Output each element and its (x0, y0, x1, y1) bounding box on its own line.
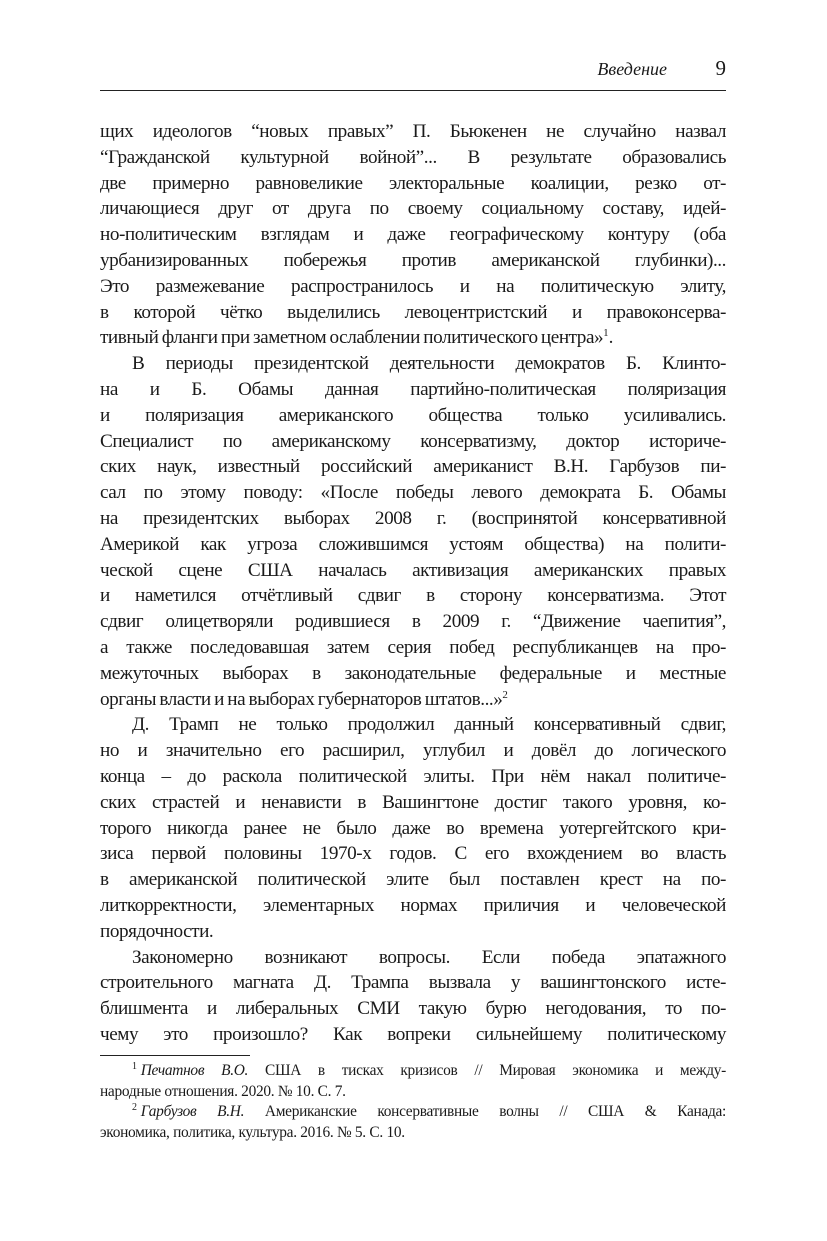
line-text: ских страстей и ненависти в Вашингтоне достиг такого уровня, ко- (100, 791, 726, 813)
footnote (100, 1061, 726, 1102)
text-line (100, 429, 726, 455)
line-text: на и Б. Обамы данная партийно-политическая поляризация (100, 378, 726, 400)
line-text: и наметился отчётливый сдвиг в сторону консерватизма. Этот (100, 585, 726, 607)
page-number: 9 (715, 56, 726, 80)
line-text: а также последовавшая затем серия побед республиканцев на про- (100, 636, 726, 658)
paragraph (100, 712, 726, 944)
text-line (100, 635, 726, 661)
line-text: порядочности. (100, 920, 214, 942)
line-text: Д. Трамп не только продолжил данный консервативный сдвиг, (132, 714, 726, 736)
footnote-ref: 2 (502, 688, 508, 701)
paragraph (100, 945, 726, 1048)
footnote-number: 1 (132, 1061, 137, 1072)
footnote-text: экономика, политика, культура. 2016. № 5. С. 10. (100, 1123, 405, 1141)
text-line (100, 300, 726, 326)
text-line (100, 119, 726, 145)
text-line (100, 893, 726, 919)
text-line (100, 248, 726, 274)
section-title: Введение (597, 59, 667, 79)
line-text: ских наук, известный российский американист В.Н. Гарбузов пи- (100, 456, 726, 478)
text-line (100, 687, 726, 713)
footnote-line (100, 1102, 726, 1123)
line-text: Закономерно возникают вопросы. Если победа эпатажного (132, 946, 726, 968)
footnote-author: Гарбузов В.Н. (140, 1103, 245, 1121)
text-line (100, 454, 726, 480)
footnote-author: Печатнов В.О. (140, 1062, 249, 1079)
paragraph (100, 351, 726, 712)
line-text: межуточных выборах в законодательные федеральные и местные (100, 662, 726, 684)
text-line (100, 841, 726, 867)
footnotes (100, 1061, 726, 1143)
footnote-number: 2 (132, 1102, 137, 1114)
footnote-text: Американские консервативные волны // США & Канада: (264, 1103, 727, 1121)
line-text: тивный фланги при заметном ослаблении политического центра» (100, 327, 604, 349)
text-line (100, 171, 726, 197)
line-text: ческой сцене США началась активизация американских правых (100, 559, 726, 581)
text-line (100, 945, 726, 971)
text-line (100, 145, 726, 171)
line-text: но-политическим взглядам и даже географическому контуру (оба (100, 224, 726, 246)
line-text: конца – до раскола политической элиты. При нём накал политиче- (100, 765, 726, 787)
footnote-line (100, 1082, 726, 1103)
line-tail: . (608, 327, 614, 349)
line-text: сал по этому поводу: «После победы левого демократа Б. Обамы (100, 482, 726, 504)
text-line (100, 196, 726, 222)
line-text: две примерно равновеликие электоральные коалиции, резко от- (100, 172, 726, 194)
line-text: торого никогда ранее не было даже во времена уотергейтского кри- (100, 817, 726, 839)
footnote-text: США в тисках кризисов // Мировая экономика и между- (265, 1062, 726, 1079)
running-header (100, 56, 726, 91)
footnote-text: народные отношения. 2020. № 10. С. 7. (100, 1082, 346, 1100)
line-text: сдвиг олицетворяли родившиеся в 2009 г. “Движение чаепития”, (100, 611, 726, 633)
line-text: Америкой как угроза сложившимся устоям общества) на полити- (100, 533, 726, 555)
line-text: блишмента и либеральных СМИ такую бурю негодования, то по- (100, 998, 726, 1020)
text-line (100, 222, 726, 248)
text-line (100, 274, 726, 300)
text-line (100, 970, 726, 996)
footnote-line (100, 1061, 726, 1082)
line-text: в американской политической элите был поставлен крест на по- (100, 869, 726, 891)
line-text: в которой чётко выделились левоцентристский и правоконсерва- (100, 301, 726, 323)
line-text: урбанизированных побережья против американской глубинки)... (100, 249, 726, 271)
line-text: литкорректности, элементарных нормах приличия и человеческой (100, 894, 726, 916)
text-line (100, 558, 726, 584)
text-line (100, 712, 726, 738)
line-text: Специалист по американскому консерватизму, доктор историче- (100, 430, 726, 452)
text-line (100, 996, 726, 1022)
text-line (100, 583, 726, 609)
text-line (100, 1022, 726, 1048)
text-line (100, 738, 726, 764)
line-text: на президентских выборах 2008 г. (воспринятой консервативной (100, 507, 726, 529)
line-text: личающиеся друг от друга по своему социальному составу, идей- (100, 198, 726, 220)
text-line (100, 506, 726, 532)
line-text: Это размежевание распространилось и на политическую элиту, (100, 275, 726, 297)
footnote (100, 1102, 726, 1143)
text-line (100, 377, 726, 403)
text-line (100, 351, 726, 377)
text-line (100, 532, 726, 558)
line-text: строительного магната Д. Трампа вызвала у вашингтонского исте- (100, 972, 726, 994)
footnote-line (100, 1123, 726, 1144)
text-line (100, 919, 726, 945)
paragraph (100, 119, 726, 351)
text-line (100, 480, 726, 506)
text-line (100, 661, 726, 687)
line-text: щих идеологов “новых правых” П. Бьюкенен не случайно назвал (100, 121, 726, 142)
text-line (100, 790, 726, 816)
text-line (100, 325, 726, 351)
text-line (100, 609, 726, 635)
line-text: “Гражданской культурной войной”... В результате образовались (100, 146, 726, 168)
footnote-separator (100, 1055, 250, 1056)
text-line (100, 403, 726, 429)
text-line (100, 764, 726, 790)
text-line (100, 816, 726, 842)
line-text: В периоды президентской деятельности демократов Б. Клинто- (132, 353, 726, 375)
footnote-ref: 1 (603, 327, 609, 340)
line-text: но и значительно его расширил, углубил и довёл до логического (100, 740, 726, 762)
text-line (100, 867, 726, 893)
line-text: и поляризация американского общества только усиливались. (100, 404, 726, 426)
line-text: органы власти и на выборах губернаторов штатов...» (100, 688, 503, 710)
body-text (100, 119, 726, 1048)
line-text: чему это произошло? Как вопреки сильнейшему политическому (100, 1023, 726, 1045)
line-text: зиса первой половины 1970-х годов. С его вхождением во власть (100, 843, 726, 865)
